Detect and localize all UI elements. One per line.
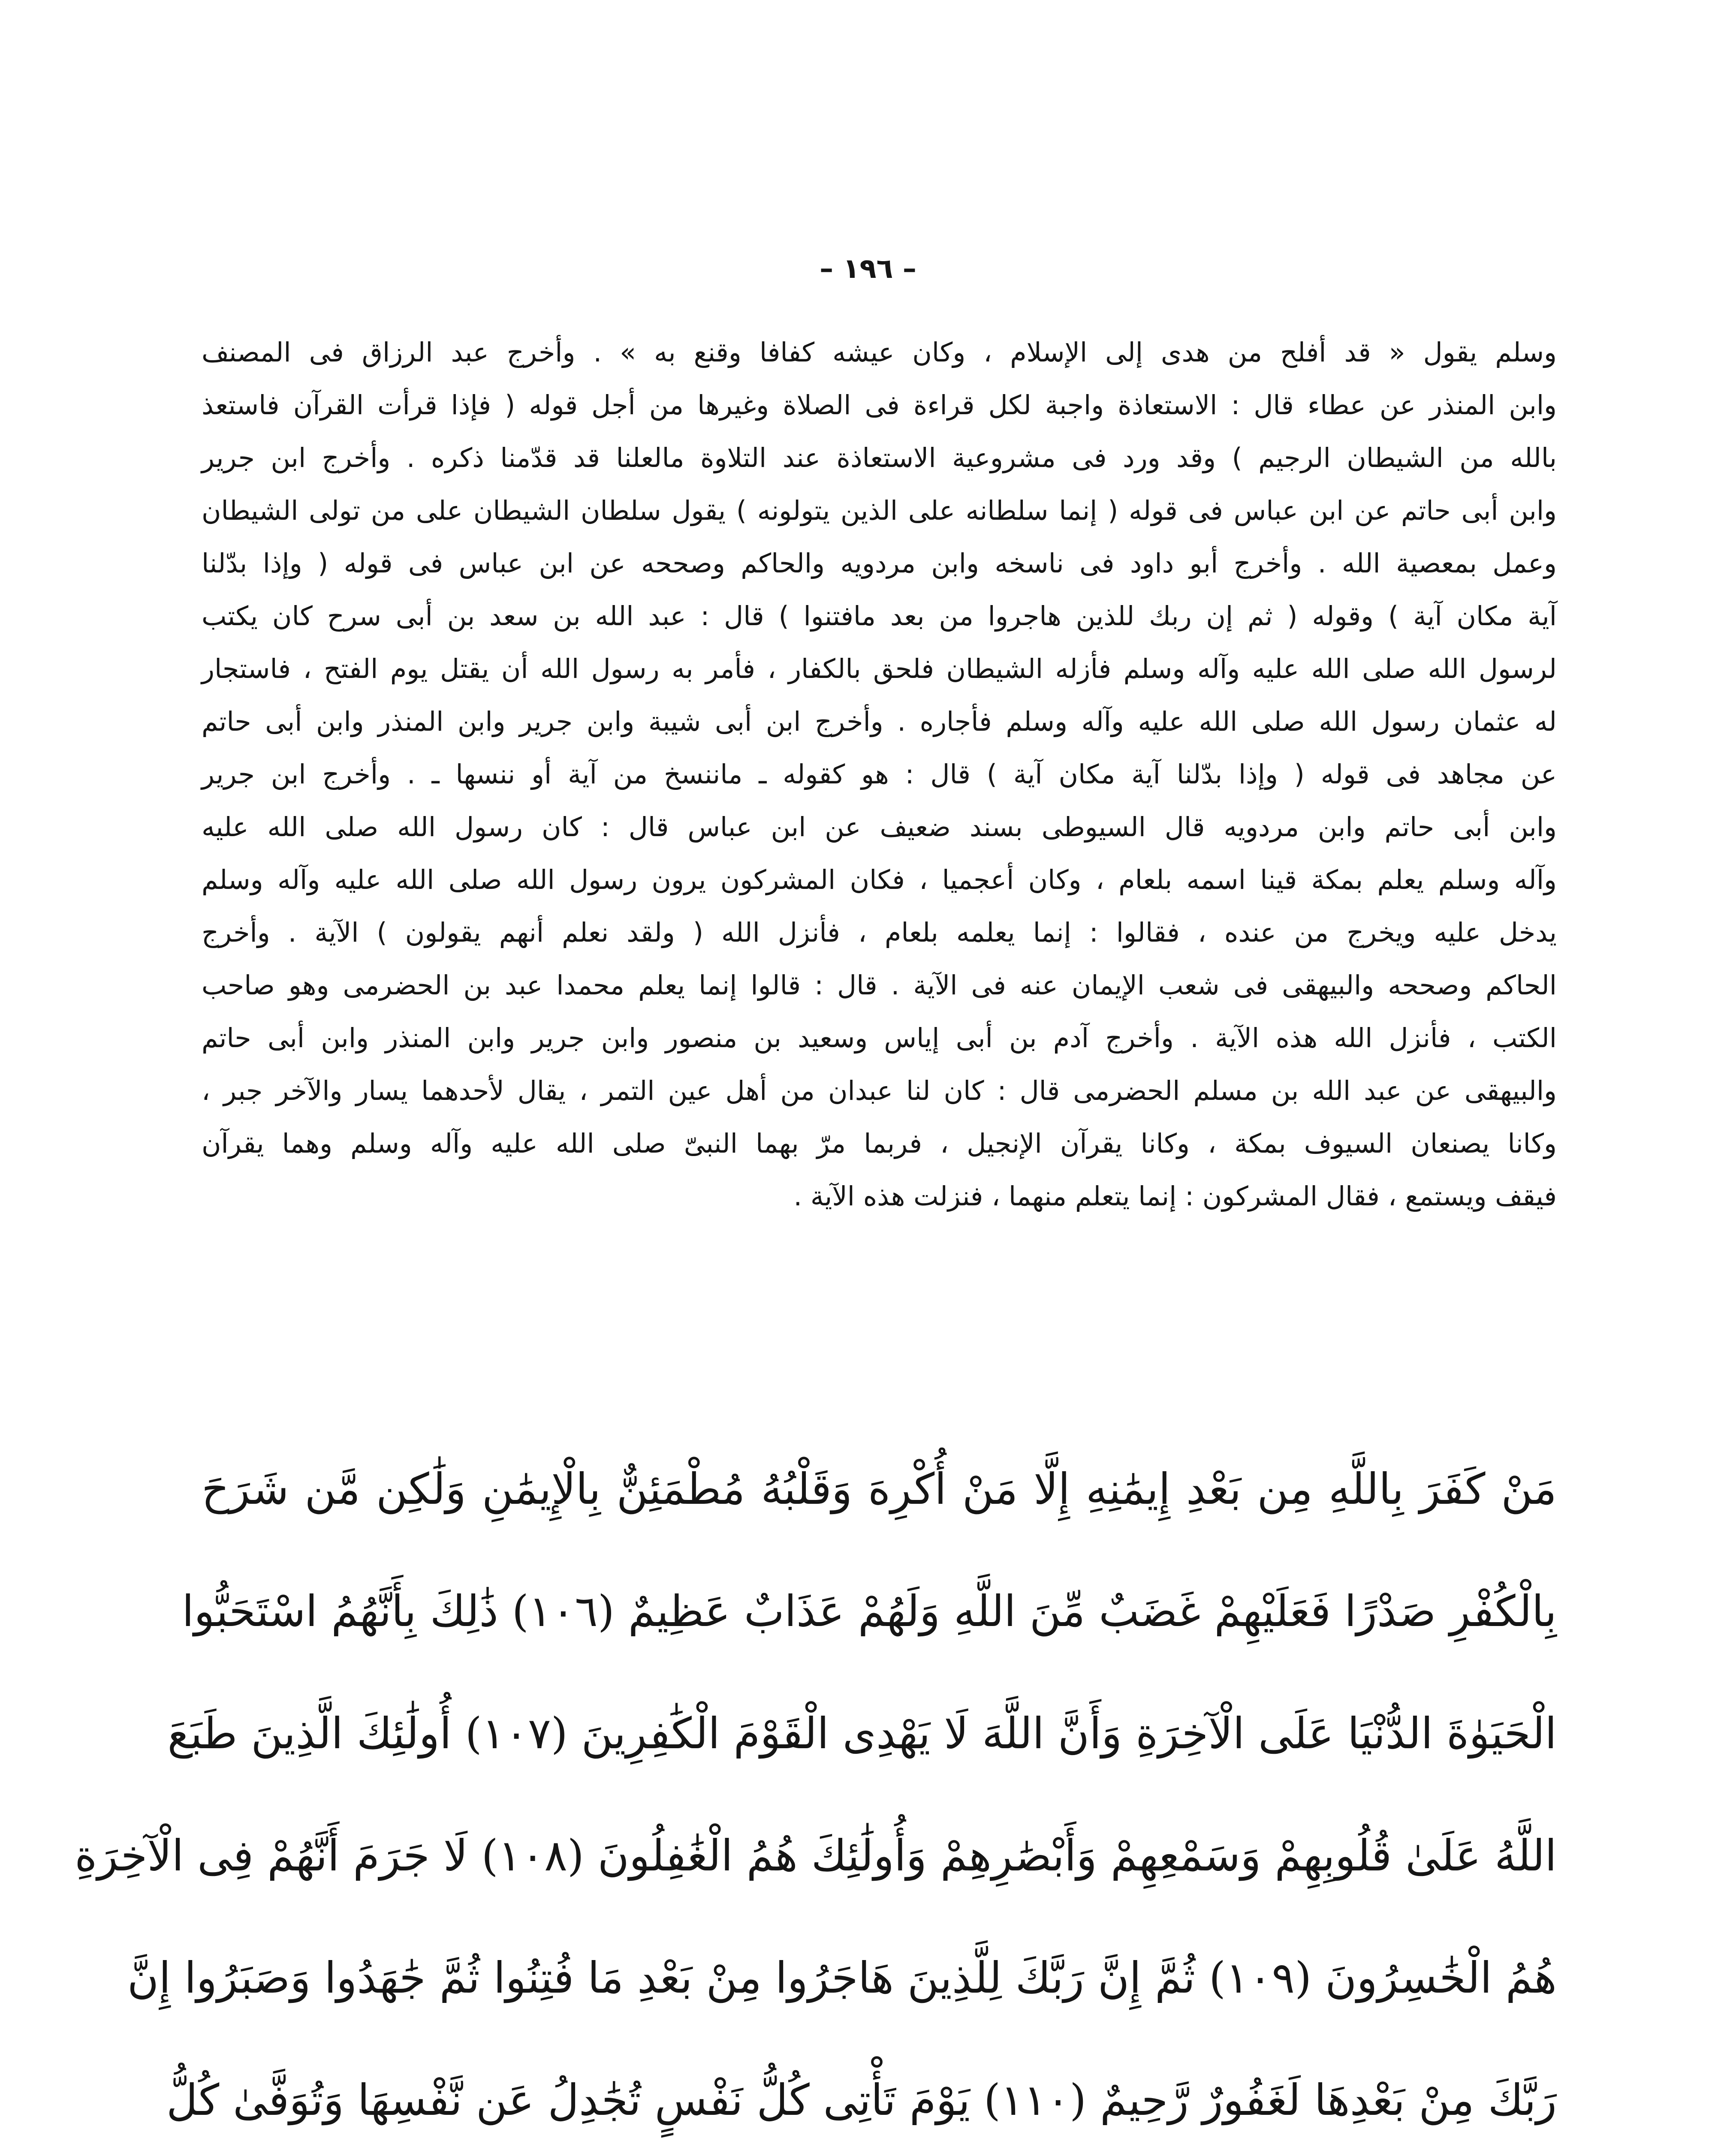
- commentary-line: وآله وسلم يعلم بمكة قينا اسمه بلعام ، وكان أعجميا ، فكان المشركون يرون رسول الله صلى الله عليه وآله وسلم: [202, 864, 1557, 895]
- verse-line: مَنْ كَفَرَ بِاللَّهِ مِن بَعْدِ إِيمَٰنِهِ إِلَّا مَنْ أُكْرِهَ وَقَلْبُهُ مُطْمَئِنٌّ بِالْإِيمَٰنِ وَلَٰكِن مَّن شَرَحَ: [202, 1464, 1557, 1514]
- commentary-line: وكانا يصنعان السيوف بمكة ، وكانا يقرآن الإنجيل ، فربما مرّ بهما النبىّ صلى الله عليه وآله وسلم وهما يقرآن: [202, 1128, 1557, 1159]
- commentary-line: وسلم يقول « قد أفلح من هدى إلى الإسلام ، وكان عيشه كفافا وقنع به » . وأخرج عبد الرزاق فى المصنف: [202, 337, 1557, 368]
- verse-line: اللَّهُ عَلَىٰ قُلُوبِهِمْ وَسَمْعِهِمْ وَأَبْصَٰرِهِمْ وَأُولَٰئِكَ هُمُ الْغَٰفِلُونَ (١٠٨) لَا جَرَمَ أَنَّهُمْ فِى الْآخِرَةِ: [75, 1831, 1557, 1881]
- commentary-line: الحاكم وصححه والبيهقى فى شعب الإيمان عنه فى الآية . قال : قالوا إنما يعلم محمدا عبد بن الحضرمى وهو صاحب: [202, 970, 1557, 1001]
- commentary-line: آية مكان آية ) وقوله ( ثم إن ربك للذين هاجروا من بعد مافتنوا ) قال : عبد الله بن سعد بن أبى سرح كان يكتب: [202, 600, 1557, 632]
- verse-line: هُمُ الْخَٰسِرُونَ (١٠٩) ثُمَّ إِنَّ رَبَّكَ لِلَّذِينَ هَاجَرُوا مِنْ بَعْدِ مَا فُتِنُوا ثُمَّ جَٰهَدُوا وَصَبَرُوا إِنَّ: [127, 1953, 1557, 2003]
- commentary-line: وعمل بمعصية الله . وأخرج أبو داود فى ناسخه وابن مردويه والحاكم وصححه عن ابن عباس فى قوله ( وإذا بدّلنا: [202, 548, 1557, 579]
- commentary-line: وابن أبى حاتم وابن مردويه قال السيوطى بسند ضعيف عن ابن عباس قال : كان رسول الله صلى الله عليه: [202, 811, 1557, 843]
- page-number: – ١٩٦ –: [820, 253, 916, 285]
- verse-line: بِالْكُفْرِ صَدْرًا فَعَلَيْهِمْ غَضَبٌ مِّنَ اللَّهِ وَلَهُمْ عَذَابٌ عَظِيمٌ (١٠٦) ذَٰلِكَ بِأَنَّهُمُ اسْتَحَبُّوا: [182, 1586, 1557, 1636]
- verse-line: رَبَّكَ مِنْ بَعْدِهَا لَغَفُورٌ رَّحِيمٌ (١١٠) يَوْمَ تَأْتِى كُلُّ نَفْسٍ تُجَٰدِلُ عَن نَّفْسِهَا وَتُوَفَّىٰ كُلُّ: [166, 2075, 1557, 2125]
- verse-line: الْحَيَوٰةَ الدُّنْيَا عَلَى الْآخِرَةِ وَأَنَّ اللَّهَ لَا يَهْدِى الْقَوْمَ الْكَٰفِرِينَ (١٠٧) أُولَٰئِكَ الَّذِينَ طَبَعَ: [167, 1708, 1557, 1759]
- commentary-line: يدخل عليه ويخرج من عنده ، فقالوا : إنما يعلمه بلعام ، فأنزل الله ( ولقد نعلم أنهم يقولون ) الآية . وأخرج: [202, 917, 1557, 948]
- commentary-line: فيقف ويستمع ، فقال المشركون : إنما يتعلم منهما ، فنزلت هذه الآية .: [793, 1180, 1557, 1212]
- commentary-line: له عثمان رسول الله صلى الله عليه وآله وسلم فأجاره . وأخرج ابن أبى شيبة وابن جرير وابن المنذر وابن أبى حاتم: [202, 706, 1557, 737]
- commentary-line: والبيهقى عن عبد الله بن مسلم الحضرمى قال : كان لنا عبدان من أهل عين التمر ، يقال لأحدهما يسار والآخر جبر ،: [202, 1075, 1557, 1106]
- commentary-line: الكتب ، فأنزل الله هذه الآية . وأخرج آدم بن أبى إياس وسعيد بن منصور وابن جرير وابن المنذر وابن أبى حاتم: [202, 1022, 1557, 1054]
- commentary-block: [202, 326, 1557, 1223]
- commentary-line: بالله من الشيطان الرجيم ) وقد ورد فى مشروعية الاستعاذة عند التلاوة مالعلنا قد قدّمنا ذكره . وأخرج ابن جرير: [202, 442, 1557, 473]
- quran-verses-block: [75, 1428, 1557, 2144]
- commentary-line: عن مجاهد فى قوله ( وإذا بدّلنا آية مكان آية ) قال : هو كقوله ـ ماننسخ من آية أو ننسها ـ . وأخرج ابن جرير: [202, 759, 1557, 790]
- commentary-line: وابن المنذر عن عطاء قال : الاستعاذة واجبة لكل قراءة فى الصلاة وغيرها من أجل قوله ( فإذا قرأت القرآن فاستعذ: [202, 389, 1557, 421]
- commentary-line: لرسول الله صلى الله عليه وآله وسلم فأزله الشيطان فلحق بالكفار ، فأمر به رسول الله أن يقتل يوم الفتح ، فاستجار: [202, 653, 1557, 684]
- commentary-line: وابن أبى حاتم عن ابن عباس فى قوله ( إنما سلطانه على الذين يتولونه ) يقول سلطان الشيطان على من تولى الشيطان: [202, 495, 1557, 526]
